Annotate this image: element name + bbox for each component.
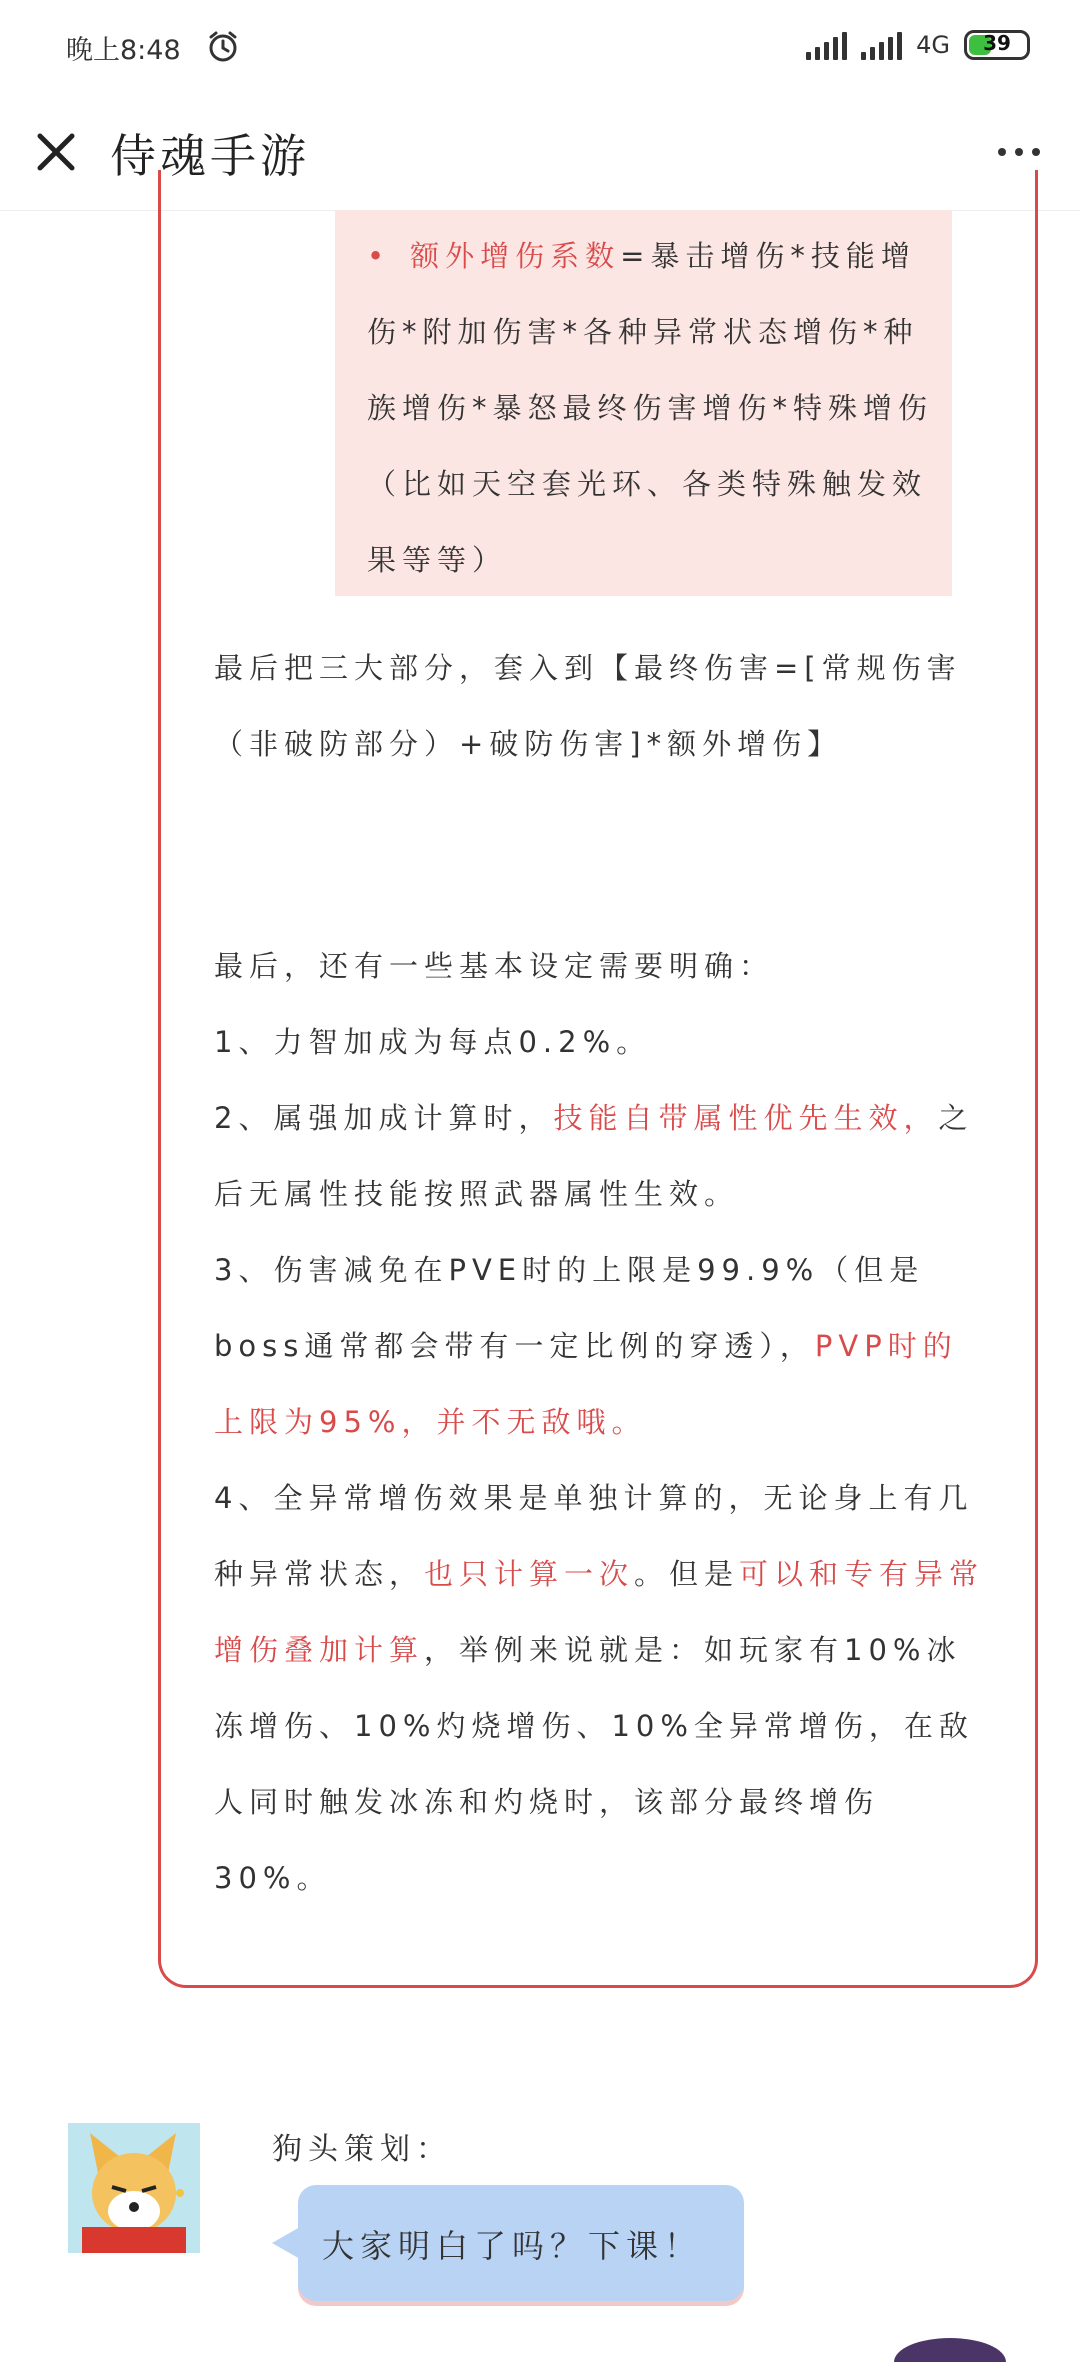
rule-item-1 — [214, 1004, 988, 1080]
rule-2-segment-highlight: 技能自带属性优先生效， — [553, 1101, 939, 1135]
rule-3-segment-highlight: PVP时的上限为95%，并不无敌哦。 — [214, 1329, 958, 1439]
network-type: 4G — [916, 31, 950, 59]
highlight-box — [335, 210, 952, 596]
rule-4-segment-highlight: 也只计算一次 — [424, 1557, 635, 1591]
rule-item-4 — [214, 1460, 988, 1916]
rule-4-segment: ，举例来说就是：如玩家有10%冰冻增伤、10%灼烧增伤、10%全异常增伤，在敌人同时触发冰冻和灼烧时，该部分最终增伤30%。 — [214, 1633, 974, 1895]
rule-3-segment: 3、伤害减免在PVE时的上限是99.9%（但是boss通常都会带有一定比例的穿透）， — [214, 1253, 925, 1363]
status-bar — [0, 0, 1080, 100]
rule-item-2 — [214, 1080, 988, 1232]
rule-item-3 — [214, 1232, 988, 1460]
avatar-next[interactable] — [880, 2322, 1020, 2362]
bullet-icon: • — [367, 239, 391, 273]
signal-icon-2 — [861, 30, 902, 60]
chat-bubble — [298, 2185, 744, 2301]
rule-2-segment: 2、属强加成计算时， — [214, 1101, 554, 1135]
rule-4-segment: 。但是 — [634, 1557, 740, 1591]
battery-level: 39 — [983, 31, 1011, 55]
page-title: 侍魂手游 — [110, 129, 310, 183]
highlight-text — [367, 218, 937, 598]
avatar-shiba[interactable] — [68, 2123, 200, 2253]
formula-paragraph: 最后把三大部分，套入到【最终伤害=[常规伤害（非破防部分）+破防伤害]*额外增伤】 — [214, 651, 962, 761]
highlight-segment: =暴击增伤*技能增伤*附加伤害*各种异常状态增伤*种族增伤*暴怒最终伤害增伤*特殊增伤（比如天空套光环、各类特殊触发效果等等） — [367, 239, 934, 577]
chat-message: 大家明白了吗？下课！ — [322, 2227, 703, 2265]
section-heading: 最后，还有一些基本设定需要明确： — [214, 949, 775, 983]
signal-icon — [806, 30, 847, 60]
sender-name: 狗头策划： — [272, 2132, 452, 2167]
status-time: 晚上8:48 — [66, 35, 181, 66]
rule-2-segment: 之后无属性技能按照武器属性生效。 — [214, 1101, 974, 1211]
alarm-icon — [206, 30, 240, 64]
rule-1-segment: 1、力智加成为每点0.2%。 — [214, 1025, 652, 1059]
rule-4-segment-highlight: 可以和专有异常增伤叠加计算 — [214, 1557, 985, 1667]
highlight-segment-highlight: 额外增伤系数 — [410, 239, 621, 273]
rule-4-segment: 4、全异常增伤效果是单独计算的，无论身上有几种异常状态， — [214, 1481, 974, 1591]
close-icon[interactable] — [26, 122, 86, 182]
battery-icon — [964, 30, 1030, 60]
